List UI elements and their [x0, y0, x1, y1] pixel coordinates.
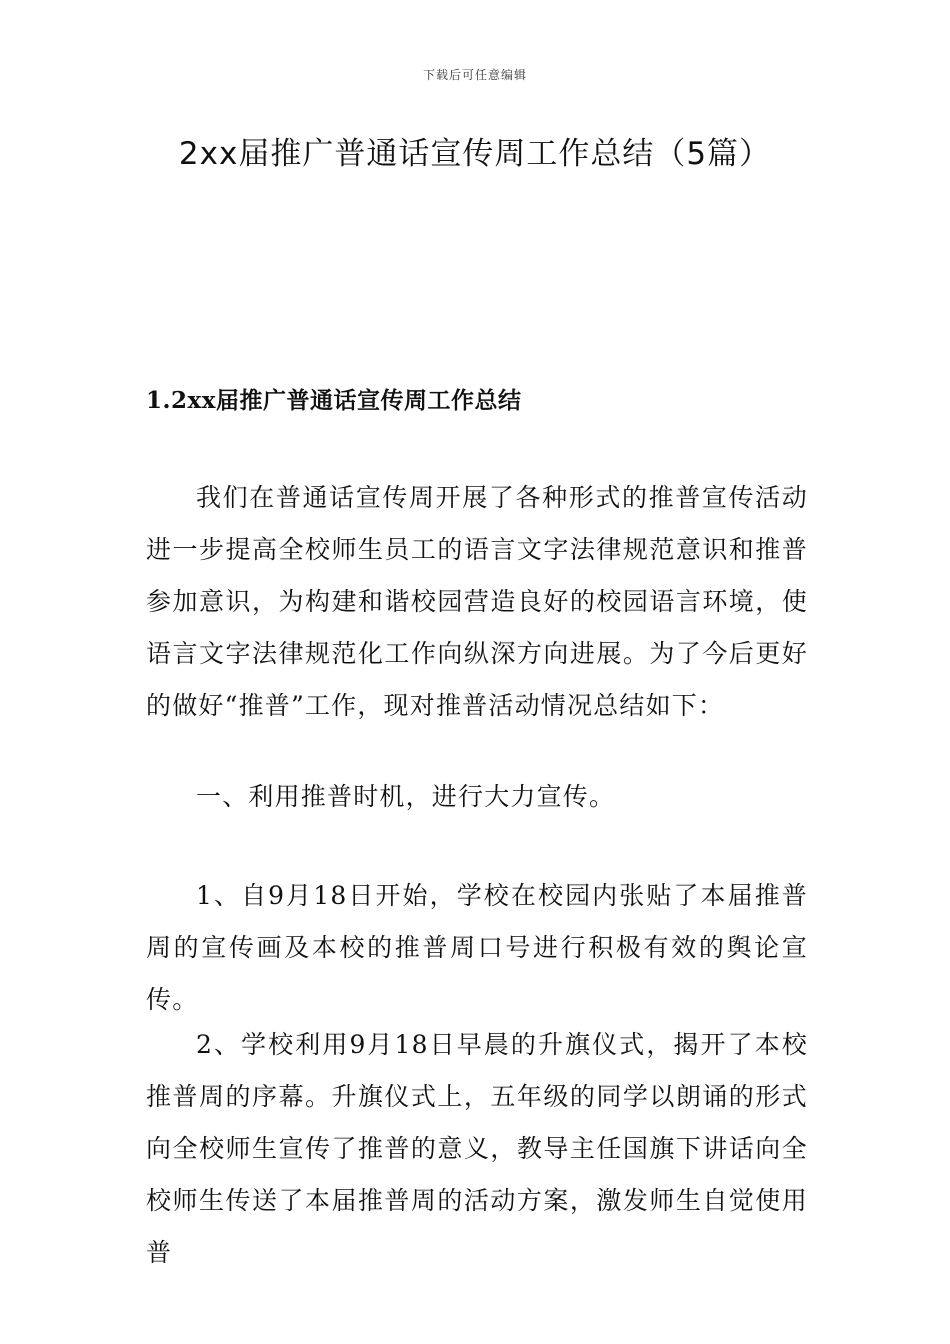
paragraph-intro: 我们在普通话宣传周开展了各种形式的推普宣传活动进一步提高全校师生员工的语言文字法律规范意识和推普参加意识，为构建和谐校园营造良好的校园语言环境，使语言文字法律规范化工作向纵深方向进展。为了今后更好的做好“推普”工作，现对推普活动情况总结如下：	[146, 483, 808, 720]
section-heading: 1.2xx届推广普通话宣传周工作总结	[146, 387, 522, 414]
paragraph-item-2: 2、学校利用9月18日早晨的升旗仪式，揭开了本校推普周的序幕。升旗仪式上，五年级的同学以朗诵的形式向全校师生宣传了推普的意义，教导主任国旗下讲话向全校师生传送了本届推普周的活动方案，激发师生自觉使用普	[146, 1030, 808, 1267]
document-title: 2xx届推广普通话宣传周工作总结（5篇）	[178, 136, 772, 172]
paragraph-subheading-1: 一、利用推普时机，进行大力宣传。	[196, 782, 616, 811]
paragraph-item-1: 1、自9月18日开始，学校在校园内张贴了本届推普周的宣传画及本校的推普周口号进行积极有效的舆论宣传。	[146, 881, 808, 1014]
header-note: 下载后可任意编辑	[422, 68, 527, 82]
